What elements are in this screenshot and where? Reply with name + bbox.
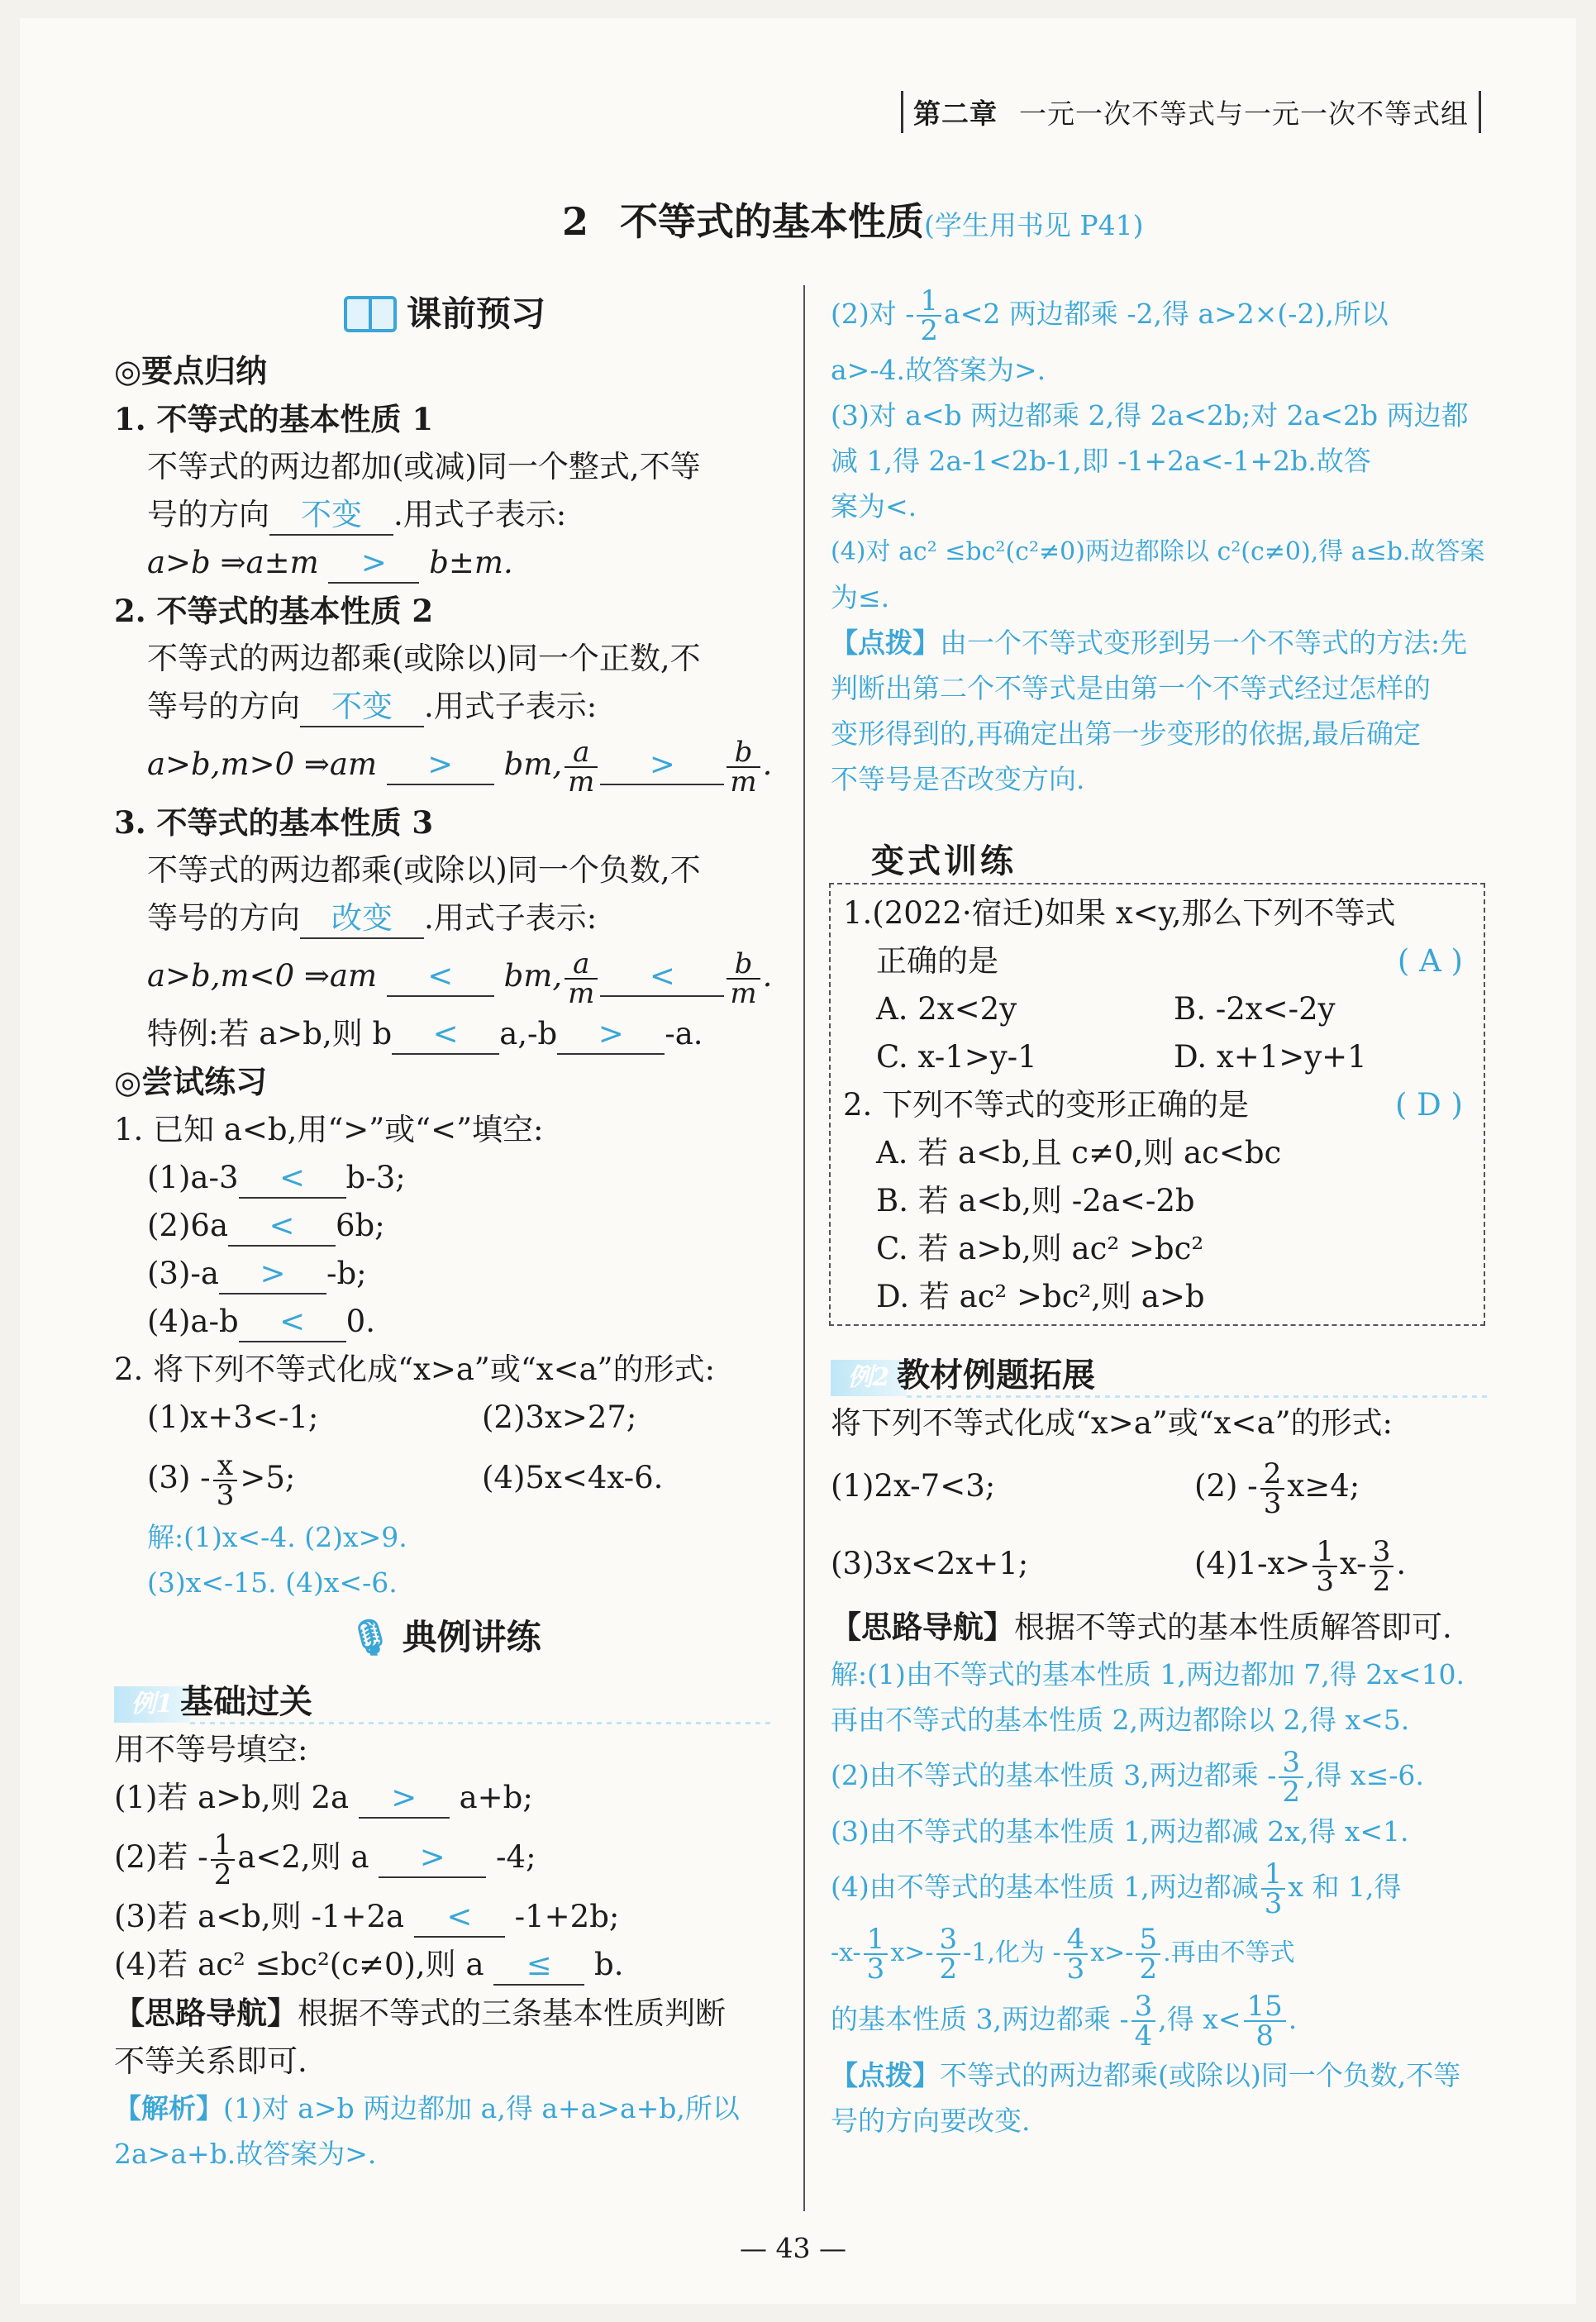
section-title (562, 192, 1143, 246)
text-segment: 1 (1261, 1860, 1286, 1890)
text-segment: b-3; (345, 1160, 406, 1195)
analysis-line-2: 2a>a+b.故答案为>. (114, 2138, 377, 2170)
text-segment: 号的方向 (147, 497, 269, 532)
text-segment: 例2 (831, 1360, 907, 1396)
text-segment: 2 (213, 1857, 232, 1891)
text-segment: 2. 下列不等式的变形正确的是 (843, 1087, 1250, 1123)
text-segment: (3)-a (147, 1256, 219, 1291)
answer-blank: > (557, 1015, 665, 1055)
analysis-cont: a>-4.故答案为>. (831, 354, 1046, 386)
answer-blank: < (239, 1159, 346, 1199)
text-segment: bm, (503, 746, 563, 782)
text-segment: (4)5x<4x-6. (482, 1460, 664, 1495)
try-question-1: 1. 已知 a<b,用“>”或“<”填空: (114, 1112, 544, 1147)
property-2-formula: a>b,m>0 ⇒am > bm, $\frac{a}{m}$ > $\frac{b}{m}$ . (147, 735, 773, 799)
text-segment: 1 (1313, 1538, 1337, 1567)
left-column (114, 281, 775, 2177)
page-number: — 43 — (740, 2232, 846, 2264)
text-segment: 2 (1260, 1460, 1285, 1490)
text-segment: -1,化为 - (963, 1938, 1061, 1967)
analysis-cont: 减 1,得 2a-1<2b-1,即 -1+2a<-1+2b.故答 (831, 445, 1371, 477)
text-segment: a+b; (459, 1780, 533, 1815)
text-segment: A. 2x<2y (876, 991, 1017, 1027)
answer-blank: < (228, 1207, 336, 1247)
text-segment: (2)6a (147, 1208, 229, 1243)
training-content (843, 889, 1471, 1321)
guide-line-2: 不等关系即可. (114, 2043, 307, 2079)
running-header (901, 91, 1481, 133)
text-segment: (4)由不等式的基本性质 1,两边都减 (831, 1871, 1259, 1903)
text-segment: 3 (1263, 1486, 1282, 1520)
text-segment: .用式子表示: (393, 497, 567, 532)
analysis-cont: 案为<. (831, 490, 917, 522)
text-segment: -a. (665, 1016, 703, 1051)
try-question-2: 2. 将下列不等式化成“x>a”或“x<a”的形式: (114, 1352, 716, 1387)
answer-blank: 改变 (300, 899, 424, 939)
answer-choice: ( A ) (1397, 943, 1463, 979)
text-segment: (3) - (147, 1460, 211, 1495)
answer-blank: < (387, 957, 494, 997)
tip-line (831, 620, 1492, 665)
text-segment: 3 (216, 1478, 235, 1512)
text-segment: 2 (920, 314, 939, 347)
text-segment: x 和 1,得 (1288, 1871, 1402, 1903)
answer-blank: < (600, 957, 724, 997)
text-segment: (2)对 - (831, 298, 915, 330)
text-segment: 4 (1064, 1925, 1089, 1955)
text-segment: .用式子表示: (424, 900, 598, 936)
answer-blank: > (219, 1255, 326, 1295)
analysis-cont: (4)对 ac² ≤bc²(c²≠0)两边都除以 c²(c≠0),得 a≤b.故答案 (831, 537, 1485, 566)
text-segment: -x- (831, 1938, 861, 1967)
example-1-item (114, 1774, 775, 1822)
example-2-tip: 号的方向要改变. (831, 2105, 1031, 2137)
example-2-solution: 再由不等式的基本性质 2,两边都除以 2,得 x<5. (831, 1704, 1410, 1736)
text-segment: x- (1339, 1546, 1367, 1581)
text-segment: b (727, 738, 760, 768)
text-segment: 2 (1372, 1564, 1391, 1598)
text-segment: 3 (1316, 1564, 1334, 1598)
text-segment: 等号的方向 (147, 900, 300, 936)
text-segment: (2)3x>27; (482, 1399, 637, 1435)
text-segment: m (568, 976, 595, 1010)
try-practice-heading: ◎尝试练习 (114, 1063, 268, 1100)
training-q1: 1.(2022·宿迁)如果 x<y,那么下列不等式 (843, 895, 1396, 931)
answer-blank: 不变 (300, 688, 424, 727)
text-segment: bm, (503, 958, 563, 994)
property-3-text: 不等式的两边都乘(或除以)同一个负数,不 (147, 852, 701, 888)
text-segment: 【思路导航】 (831, 1609, 1014, 1645)
text-segment: 3 (866, 1952, 885, 1986)
text-segment: 3 (1264, 1887, 1283, 1920)
text-segment: (2)若 - (114, 1839, 208, 1875)
answer-blank: < (414, 1898, 505, 1938)
text-segment: 3 (1066, 1952, 1085, 1986)
example-1-prompt: 用不等号填空: (114, 1732, 308, 1767)
text-segment: a>b,m<0 ⇒am (147, 958, 378, 994)
example-2-solution: (3)由不等式的基本性质 1,两边都减 2x,得 x<1. (831, 1815, 1409, 1848)
try-q1-item (114, 1298, 775, 1346)
training-q2-option: D. 若 ac² >bc²,则 a>b (876, 1279, 1205, 1314)
text-segment: (学生用书见 P41) (924, 209, 1144, 241)
text-segment: (4)a-b (147, 1304, 239, 1339)
analysis-cont: (3)对 a<b 两边都乘 2,得 2a<2b;对 2a<2b 两边都 (831, 399, 1469, 432)
answer-choice: ( D ) (1394, 1087, 1463, 1123)
text-segment: (1)a-3 (147, 1160, 239, 1195)
text-segment: (1)若 a>b,则 2a (114, 1780, 350, 1815)
text-segment: x>- (890, 1938, 934, 1967)
text-segment: -4; (496, 1839, 536, 1875)
answer-blank: > (387, 746, 494, 785)
text-segment: 1 (864, 1925, 889, 1955)
text-segment: 的基本性质 3,两边都乘 - (831, 2003, 1129, 2035)
property-1-blank-line (114, 491, 775, 539)
text-segment: 0. (345, 1304, 375, 1339)
text-segment: 【点拨】 (831, 627, 940, 659)
text-segment: 1 (211, 1831, 236, 1861)
text-segment: 正确的是 (876, 943, 998, 979)
text-segment: a,-b (499, 1016, 558, 1051)
example-1-item (114, 1893, 775, 1941)
pre-study-heading (114, 281, 775, 347)
text-segment: 【思路导航】 (114, 1995, 298, 2031)
example-2-solution (831, 1743, 1492, 1809)
example-1-item (114, 1941, 775, 1989)
text-segment: 第二章 (913, 98, 998, 130)
example-2-solution (831, 1986, 1492, 2053)
microphone-icon: 🎙 (348, 1617, 393, 1657)
special-case-line (114, 1010, 775, 1058)
training-q1-line2 (843, 937, 1471, 985)
answer-blank: < (239, 1303, 346, 1342)
text-segment: 15 (1244, 1992, 1286, 2022)
text-segment: ,得 x< (1158, 2003, 1241, 2035)
try-q2-row1 (114, 1394, 775, 1442)
text-segment: 【点拨】 (831, 2059, 940, 2091)
text-segment: 典例讲练 (402, 1617, 541, 1657)
text-segment: 教材例题拓展 (897, 1356, 1095, 1395)
text-segment: 3 (1131, 1992, 1156, 2022)
text-segment: 4 (1134, 2019, 1153, 2053)
example-2-solution (831, 1920, 1492, 1986)
text-segment: (1)2x-7<3; (831, 1468, 996, 1504)
text-segment: B. -2x<-2y (1174, 991, 1336, 1027)
property-1-title: 1. 不等式的基本性质 1 (114, 401, 434, 437)
text-segment: -1+2b; (514, 1899, 620, 1934)
examples-heading (114, 1605, 775, 1670)
text-segment: b±m. (429, 545, 513, 580)
example-2-row2 (831, 1525, 1492, 1603)
example-2-solution (831, 1854, 1492, 1920)
text-segment: .再由不等式 (1163, 1938, 1295, 1967)
analysis-cont (831, 281, 1492, 347)
text-segment: 课前预习 (406, 293, 545, 334)
training-q2-option: C. 若 a>b,则 ac² >bc² (876, 1231, 1204, 1266)
try-q1-item (114, 1154, 775, 1202)
property-2-title: 2. 不等式的基本性质 2 (114, 593, 434, 629)
property-3-title: 3. 不等式的基本性质 3 (114, 804, 434, 841)
text-segment: (3)3x<2x+1; (831, 1546, 1029, 1581)
example-2-guide (831, 1603, 1492, 1652)
text-segment: 8 (1255, 2019, 1274, 2053)
text-segment: m (730, 976, 757, 1010)
answer-blank: ≤ (493, 1946, 584, 1986)
property-1-text: 不等式的两边都加(或减)同一个整式,不等 (147, 449, 701, 484)
training-q1-options (843, 1033, 1471, 1081)
text-segment: 例1 (114, 1686, 190, 1723)
try-q1-item (114, 1202, 775, 1250)
text-segment: b (727, 950, 760, 980)
text-segment: 2 (939, 1952, 958, 1986)
answer-blank: > (600, 746, 724, 785)
text-segment: (3)若 a<b,则 -1+2a (114, 1899, 405, 1934)
text-segment: 等号的方向 (147, 689, 300, 724)
property-3-formula: a>b,m<0 ⇒am < bm, $\frac{a}{m}$ < $\frac{b}{m}$ . (147, 946, 773, 1010)
text-segment: a (565, 950, 598, 980)
text-segment: 2 (1282, 1776, 1301, 1809)
text-segment: 【解析】 (114, 2092, 223, 2124)
tip-line: 不等号是否改变方向. (831, 763, 1085, 795)
tip-line: 判断出第二个不等式是由第一个不等式经过怎样的 (831, 672, 1431, 704)
text-segment: 1 (917, 287, 941, 317)
text-segment: (2)由不等式的基本性质 3,两边都乘 - (831, 1759, 1277, 1791)
text-segment: ,得 x≤-6. (1306, 1759, 1424, 1791)
text-segment: C. x-1>y-1 (876, 1039, 1037, 1075)
text-segment: x (213, 1452, 238, 1481)
text-segment: 特例:若 a>b,则 b (147, 1016, 393, 1051)
text-segment: a>b ⇒a±m (147, 545, 319, 580)
text-segment: 3 (936, 1925, 961, 1955)
text-segment: >5; (240, 1460, 296, 1495)
example-2-solution: 解:(1)由不等式的基本性质 1,两边都加 7,得 2x<10. (831, 1658, 1465, 1690)
text-segment: 2 (1139, 1952, 1158, 1986)
property-1-formula (114, 539, 775, 587)
text-segment: . (1396, 1546, 1407, 1581)
text-segment: x≥4; (1287, 1468, 1360, 1504)
guide-line (114, 1989, 775, 2038)
column-divider (803, 285, 805, 2211)
example-1-item (114, 1822, 775, 1893)
training-q2-option: A. 若 a<b,且 c≠0,则 ac<bc (876, 1135, 1282, 1171)
text-segment: a (565, 738, 598, 768)
text-segment: (1)对 a>b 两边都加 a,得 a+a>a+b,所以 (223, 2092, 740, 2124)
text-segment: 根据不等式的基本性质解答即可. (1014, 1609, 1452, 1645)
text-segment: m (730, 765, 757, 799)
text-segment: 6b; (336, 1208, 385, 1243)
text-segment: (1)x+3<-1; (147, 1399, 319, 1435)
text-segment: (2) - (1194, 1468, 1258, 1504)
training-q2-option: B. 若 a<b,则 -2a<-2b (876, 1183, 1195, 1218)
property-2-text: 不等式的两边都乘(或除以)同一个正数,不 (147, 641, 701, 676)
training-q1-options (843, 985, 1471, 1033)
text-segment: .用式子表示: (424, 689, 598, 724)
example-2 (831, 1343, 1492, 2143)
text-segment: 5 (1136, 1925, 1160, 1955)
text-segment: 基础过关 (180, 1682, 312, 1721)
answer-blank: < (392, 1015, 499, 1055)
text-segment: 根据不等式的三条基本性质判断 (298, 1995, 726, 2031)
example-2-prompt: 将下列不等式化成“x>a”或“x<a”的形式: (831, 1405, 1393, 1441)
key-points-heading: ◎要点归纳 (114, 352, 268, 389)
text-segment: 一元一次不等式与一元一次不等式组 (1019, 98, 1469, 130)
answer-blank: 不变 (269, 496, 393, 536)
property-2-blank-line (114, 683, 775, 731)
example-2-tip (831, 2053, 1492, 2098)
text-segment: (4)若 ac² ≤bc²(c≠0),则 a (114, 1947, 484, 1982)
example-2-bar (831, 1352, 1492, 1399)
text-segment: -b; (326, 1256, 367, 1291)
training-q2 (843, 1081, 1471, 1129)
book-icon (344, 296, 397, 332)
text-segment: b. (594, 1947, 624, 1982)
text-segment: a<2 两边都乘 -2,得 a>2×(-2),所以 (944, 298, 1389, 330)
text-segment: 由一个不等式变形到另一个不等式的方法:先 (940, 627, 1468, 659)
text-segment: 3 (1279, 1748, 1303, 1778)
answer-blank: > (328, 544, 419, 584)
text-segment: D. x+1>y+1 (1174, 1039, 1367, 1075)
property-3-blank-line (114, 894, 775, 942)
training-title: 变式训练 (860, 835, 1028, 882)
text-segment: a>b,m>0 ⇒am (147, 746, 378, 782)
try-q2-row2 (114, 1442, 775, 1514)
text-segment: 3 (1370, 1538, 1394, 1567)
tip-line: 变形得到的,再确定出第一步变形的依据,最后确定 (831, 718, 1421, 750)
try-q1-item (114, 1250, 775, 1298)
analysis-cont: 为≤. (831, 581, 890, 613)
try-solution-2: (3)x<-15. (4)x<-6. (147, 1566, 398, 1599)
example-1-bar (114, 1678, 775, 1726)
answer-blank: > (379, 1838, 486, 1878)
text-segment: m (568, 765, 595, 799)
answer-blank: > (359, 1779, 450, 1819)
analysis-line (114, 2086, 775, 2131)
example-2-row1 (831, 1447, 1492, 1525)
text-segment: 2 (562, 199, 589, 244)
text-segment: . (1288, 2003, 1298, 2035)
text-segment: 不等式的基本性质 (620, 199, 925, 244)
text-segment: (4)1-x> (1194, 1546, 1311, 1581)
try-solution-1: 解:(1)x<-4. (2)x>9. (147, 1521, 407, 1553)
text-segment: a<2,则 a (237, 1839, 369, 1875)
text-segment: 不等式的两边都乘(或除以)同一个负数,不等 (940, 2059, 1461, 2091)
right-column (831, 281, 1492, 802)
text-segment: x>- (1090, 1938, 1134, 1967)
